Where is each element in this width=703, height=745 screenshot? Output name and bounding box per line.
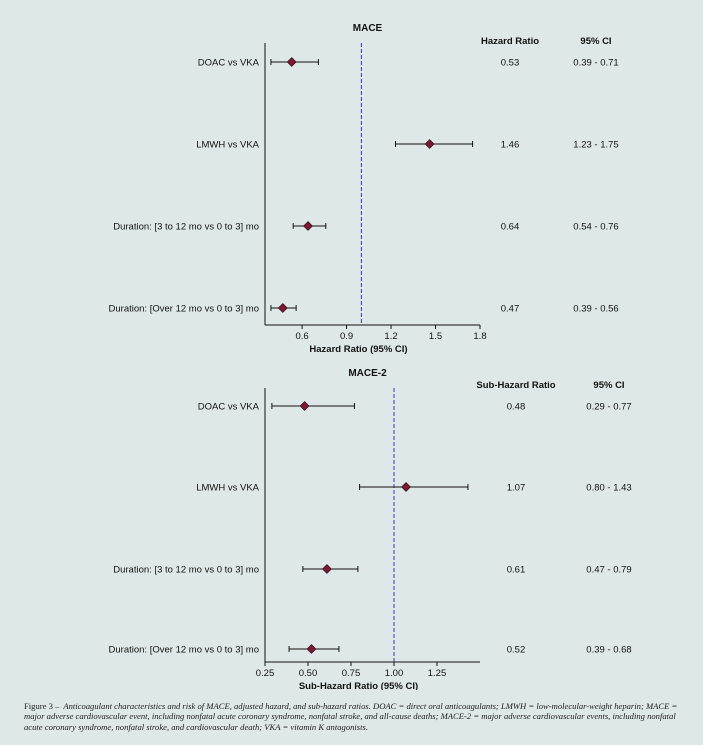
row-label: LMWH vs VKA xyxy=(196,139,259,151)
ci-value: 0.29 - 0.77 xyxy=(586,401,632,413)
x-tick-label: 0.9 xyxy=(339,331,354,342)
x-tick-label: 1.25 xyxy=(427,668,447,679)
panel-title: MACE xyxy=(352,23,383,34)
panel-title: MACE-2 xyxy=(348,368,387,379)
estimate-value: 1.46 xyxy=(500,139,520,151)
row-label: LMWH vs VKA xyxy=(196,482,259,494)
ci-value: 1.23 - 1.75 xyxy=(573,139,619,151)
estimate-marker xyxy=(300,402,309,411)
estimate-value: 0.52 xyxy=(506,644,526,656)
estimate-value: 0.61 xyxy=(506,564,526,576)
row-label: DOAC vs VKA xyxy=(197,57,259,69)
row-label: DOAC vs VKA xyxy=(197,401,259,413)
ci-value: 0.54 - 0.76 xyxy=(573,221,619,233)
estimate-value: 1.07 xyxy=(506,482,526,494)
column-header-estimate: Sub-Hazard Ratio xyxy=(476,380,556,391)
figure-caption xyxy=(24,701,690,732)
ci-value: 0.39 - 0.71 xyxy=(573,57,619,69)
estimate-marker xyxy=(304,222,313,231)
estimate-marker xyxy=(307,645,316,654)
row-label: Duration: [3 to 12 mo vs 0 to 3] mo xyxy=(113,221,259,233)
estimate-value: 0.48 xyxy=(506,401,526,413)
x-tick-label: 0.75 xyxy=(341,668,361,679)
x-tick-label: 1.5 xyxy=(428,331,443,342)
estimate-value: 0.53 xyxy=(500,57,520,69)
x-tick-label: 1.00 xyxy=(384,668,404,679)
ci-value: 0.47 - 0.79 xyxy=(586,564,632,576)
estimate-value: 0.47 xyxy=(500,303,520,315)
column-header-ci: 95% CI xyxy=(580,36,612,47)
ci-value: 0.39 - 0.56 xyxy=(573,303,619,315)
x-tick-label: 0.50 xyxy=(298,668,318,679)
ci-value: 0.80 - 1.43 xyxy=(586,482,632,494)
ci-value: 0.39 - 0.68 xyxy=(586,644,632,656)
x-axis-label: Hazard Ratio (95% CI) xyxy=(309,344,408,355)
estimate-marker xyxy=(402,483,411,492)
x-tick-label: 1.8 xyxy=(473,331,487,342)
row-label: Duration: [Over 12 mo vs 0 to 3] mo xyxy=(108,644,259,656)
estimate-value: 0.64 xyxy=(500,221,520,233)
column-header-estimate: Hazard Ratio xyxy=(480,36,540,47)
estimate-marker xyxy=(322,565,331,574)
row-label: Duration: [3 to 12 mo vs 0 to 3] mo xyxy=(113,564,259,576)
x-axis-label: Sub-Hazard Ratio (95% CI) xyxy=(298,681,419,690)
x-tick-label: 1.2 xyxy=(384,331,398,342)
estimate-marker xyxy=(278,304,287,313)
estimate-marker xyxy=(287,58,296,67)
x-tick-label: 0.6 xyxy=(295,331,309,342)
caption-label: Figure 3 – xyxy=(24,701,60,711)
caption-text: Anticoagulant characteristics and risk of MACE, adjusted hazard, and sub-hazard ratios. DOAC = direct oral anticoagulants; LMWH = low-molecular-weight heparin; MACE = major adverse cardiovascular event, including nonfatal acute coronary syndrome, nonfatal stroke, and all-cause deaths; MACE-2 = major adverse cardiovascular events, including nonfatal acute coronary syndrome, nonfatal stroke, and cardiovascular death; VKA = vitamin K antagonists. xyxy=(24,701,678,732)
row-label: Duration: [Over 12 mo vs 0 to 3] mo xyxy=(108,303,259,315)
x-tick-label: 0.25 xyxy=(255,668,275,679)
estimate-marker xyxy=(425,140,434,149)
column-header-ci: 95% CI xyxy=(593,380,625,391)
